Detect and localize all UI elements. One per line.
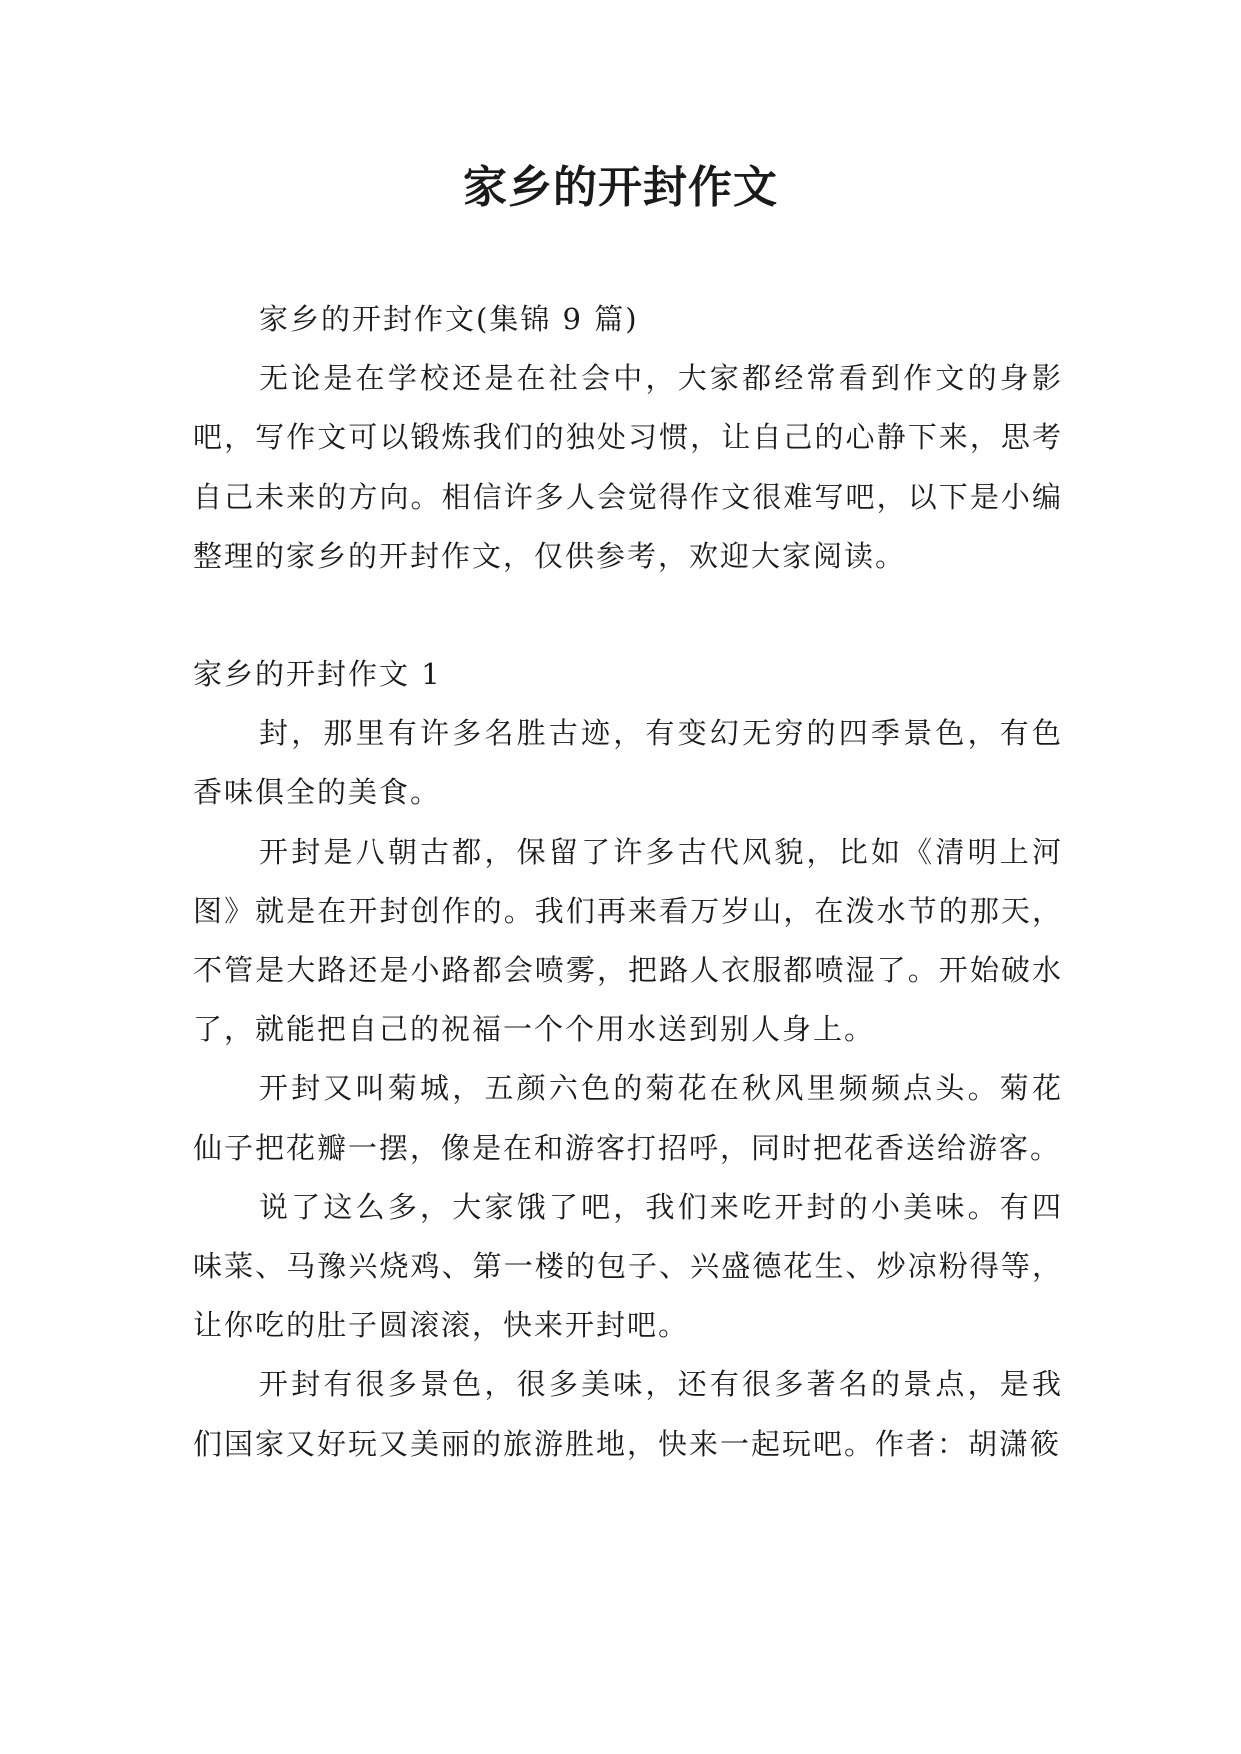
document-body [193, 290, 1063, 1474]
paragraph: 开封又叫菊城，五颜六色的菊花在秋风里频频点头。菊花仙子把花瓣一摆，像是在和游客打招呼，同时把花香送给游客。 [193, 1071, 1063, 1165]
paragraph: 开封是八朝古都，保留了许多古代风貌，比如《清明上河图》就是在开封创作的。我们再来看万岁山，在泼水节的那天，不管是大路还是小路都会喷雾，把路人衣服都喷湿了。开始破水了，就能把自己的祝福一个个用水送到别人身上。 [193, 834, 1063, 1047]
page-title: 家乡的开封作文 [463, 162, 778, 213]
paragraph: 说了这么多，大家饿了吧，我们来吃开封的小美味。有四味菜、马豫兴烧鸡、第一楼的包子、兴盛德花生、炒凉粉得等，让你吃的肚子圆滚滚，快来开封吧。 [193, 1189, 1063, 1343]
paragraph: 开封有很多景色，很多美味，还有很多著名的景点，是我们国家又好玩又美丽的旅游胜地，快来一起玩吧。作者：胡潇筱 [193, 1367, 1063, 1461]
paragraph: 封，那里有许多名胜古迹，有变幻无穷的四季景色，有色香味俱全的美食。 [193, 716, 1063, 810]
document-subtitle: 家乡的开封作文(集锦 9 篇) [259, 302, 639, 336]
intro-paragraph: 无论是在学校还是在社会中，大家都经常看到作文的身影吧，写作文可以锻炼我们的独处习惯，让自己的心静下来，思考自己未来的方向。相信许多人会觉得作文很难写吧，以下是小编整理的家乡的开封作文，仅供参考，欢迎大家阅读。 [193, 361, 1063, 573]
section-heading: 家乡的开封作文 1 [193, 657, 442, 692]
